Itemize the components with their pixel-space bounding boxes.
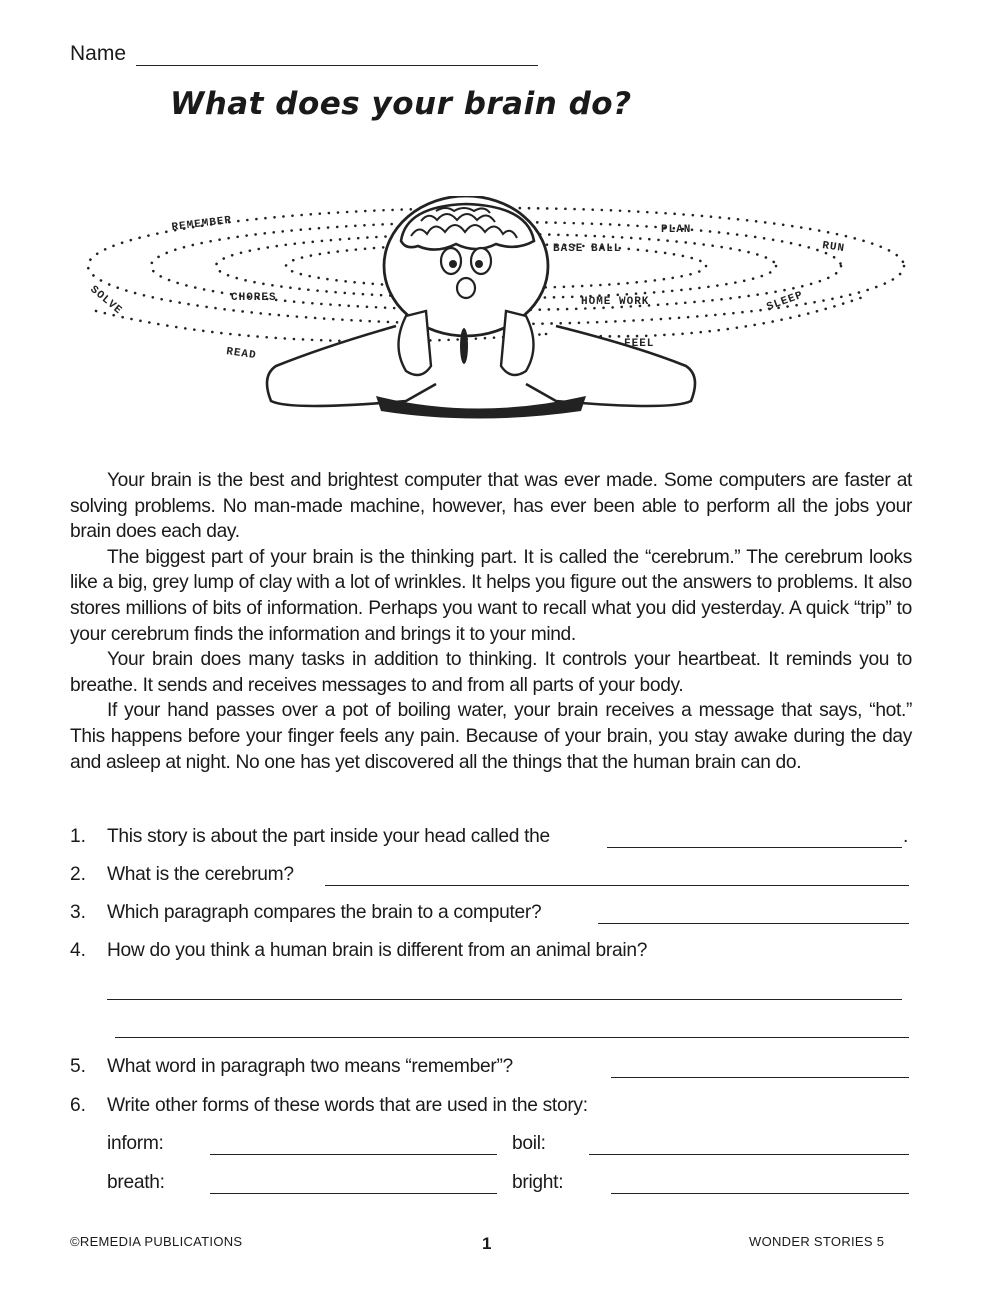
- question-number-5: 5.: [70, 1056, 87, 1077]
- footer-publisher: ©REMEDIA PUBLICATIONS: [70, 1234, 243, 1249]
- question-2: What is the cerebrum?: [107, 864, 294, 885]
- label-read: READ: [225, 346, 258, 363]
- word-inform-line[interactable]: [210, 1154, 497, 1155]
- answer-line-3[interactable]: [598, 923, 909, 924]
- brain-kid-illustration: [76, 196, 906, 426]
- question-1: This story is about the part inside your head called the: [107, 826, 550, 847]
- word-boil-line[interactable]: [589, 1154, 909, 1155]
- page-number: 1: [482, 1234, 492, 1253]
- question-number-4: 4.: [70, 940, 87, 961]
- word-boil-label: boil:: [512, 1133, 546, 1154]
- label-feel: FEEL: [624, 338, 655, 350]
- question-1-period: .: [903, 826, 909, 847]
- question-number-2: 2.: [70, 864, 87, 885]
- label-solve: SOLVE: [87, 283, 125, 318]
- label-remember: REMEMBER: [171, 214, 233, 234]
- answer-line-2[interactable]: [325, 885, 909, 886]
- label-homework: HOME WORK: [581, 296, 650, 308]
- question-6: Write other forms of these words that are used in the story:: [107, 1095, 588, 1116]
- paragraph-1: Your brain is the best and brightest computer that was ever made. Some computers are faster at solving problems. No man-made machine, however, has ever been able to perform all the jobs your brain does each day.: [70, 470, 912, 543]
- story-text: [70, 468, 912, 775]
- label-baseball: BASE BALL: [553, 243, 622, 255]
- label-run: RUN: [821, 240, 846, 256]
- label-sleep: SLEEP: [765, 289, 806, 314]
- word-breath-line[interactable]: [210, 1193, 497, 1194]
- question-number-6: 6.: [70, 1095, 87, 1116]
- word-inform-label: inform:: [107, 1133, 164, 1154]
- answer-line-4b[interactable]: [115, 1037, 909, 1038]
- question-5: What word in paragraph two means “remember”?: [107, 1056, 513, 1077]
- question-number-1: 1.: [70, 826, 87, 847]
- word-bright-label: bright:: [512, 1172, 564, 1193]
- name-label: Name: [70, 42, 127, 65]
- word-breath-label: breath:: [107, 1172, 165, 1193]
- paragraph-3: Your brain does many tasks in addition to thinking. It controls your heartbeat. It reminds you to breathe. It sends and receives messages to and from all parts of your body.: [70, 649, 912, 696]
- page-title: What does your brain do?: [170, 86, 632, 122]
- label-chores: CHORES: [231, 292, 277, 304]
- footer-series: WONDER STORIES 5: [749, 1234, 885, 1249]
- question-number-3: 3.: [70, 902, 87, 923]
- question-3: Which paragraph compares the brain to a computer?: [107, 902, 542, 923]
- label-plan: PLAN: [661, 224, 692, 236]
- answer-line-4a[interactable]: [107, 999, 902, 1000]
- paragraph-2: The biggest part of your brain is the thinking part. It is called the “cerebrum.” The cerebrum looks like a big, grey lump of clay with a lot of wrinkles. It helps you figure out the answers to problems. It also stores millions of bits of information. Perhaps you want to recall what you did yesterday. A quick “trip” to your cerebrum finds the information and brings it to your mind.: [70, 546, 912, 645]
- question-4: How do you think a human brain is different from an animal brain?: [107, 940, 648, 961]
- name-answer-line[interactable]: [136, 65, 538, 66]
- answer-line-1[interactable]: [607, 847, 902, 848]
- paragraph-4: If your hand passes over a pot of boiling water, your brain receives a message that says, “hot.” This happens before your finger feels any pain. Because of your brain, you stay awake during the day and asleep at night. No one has yet discovered all the things that the human brain can do.: [70, 700, 912, 773]
- word-bright-line[interactable]: [611, 1193, 909, 1194]
- answer-line-5[interactable]: [611, 1077, 909, 1078]
